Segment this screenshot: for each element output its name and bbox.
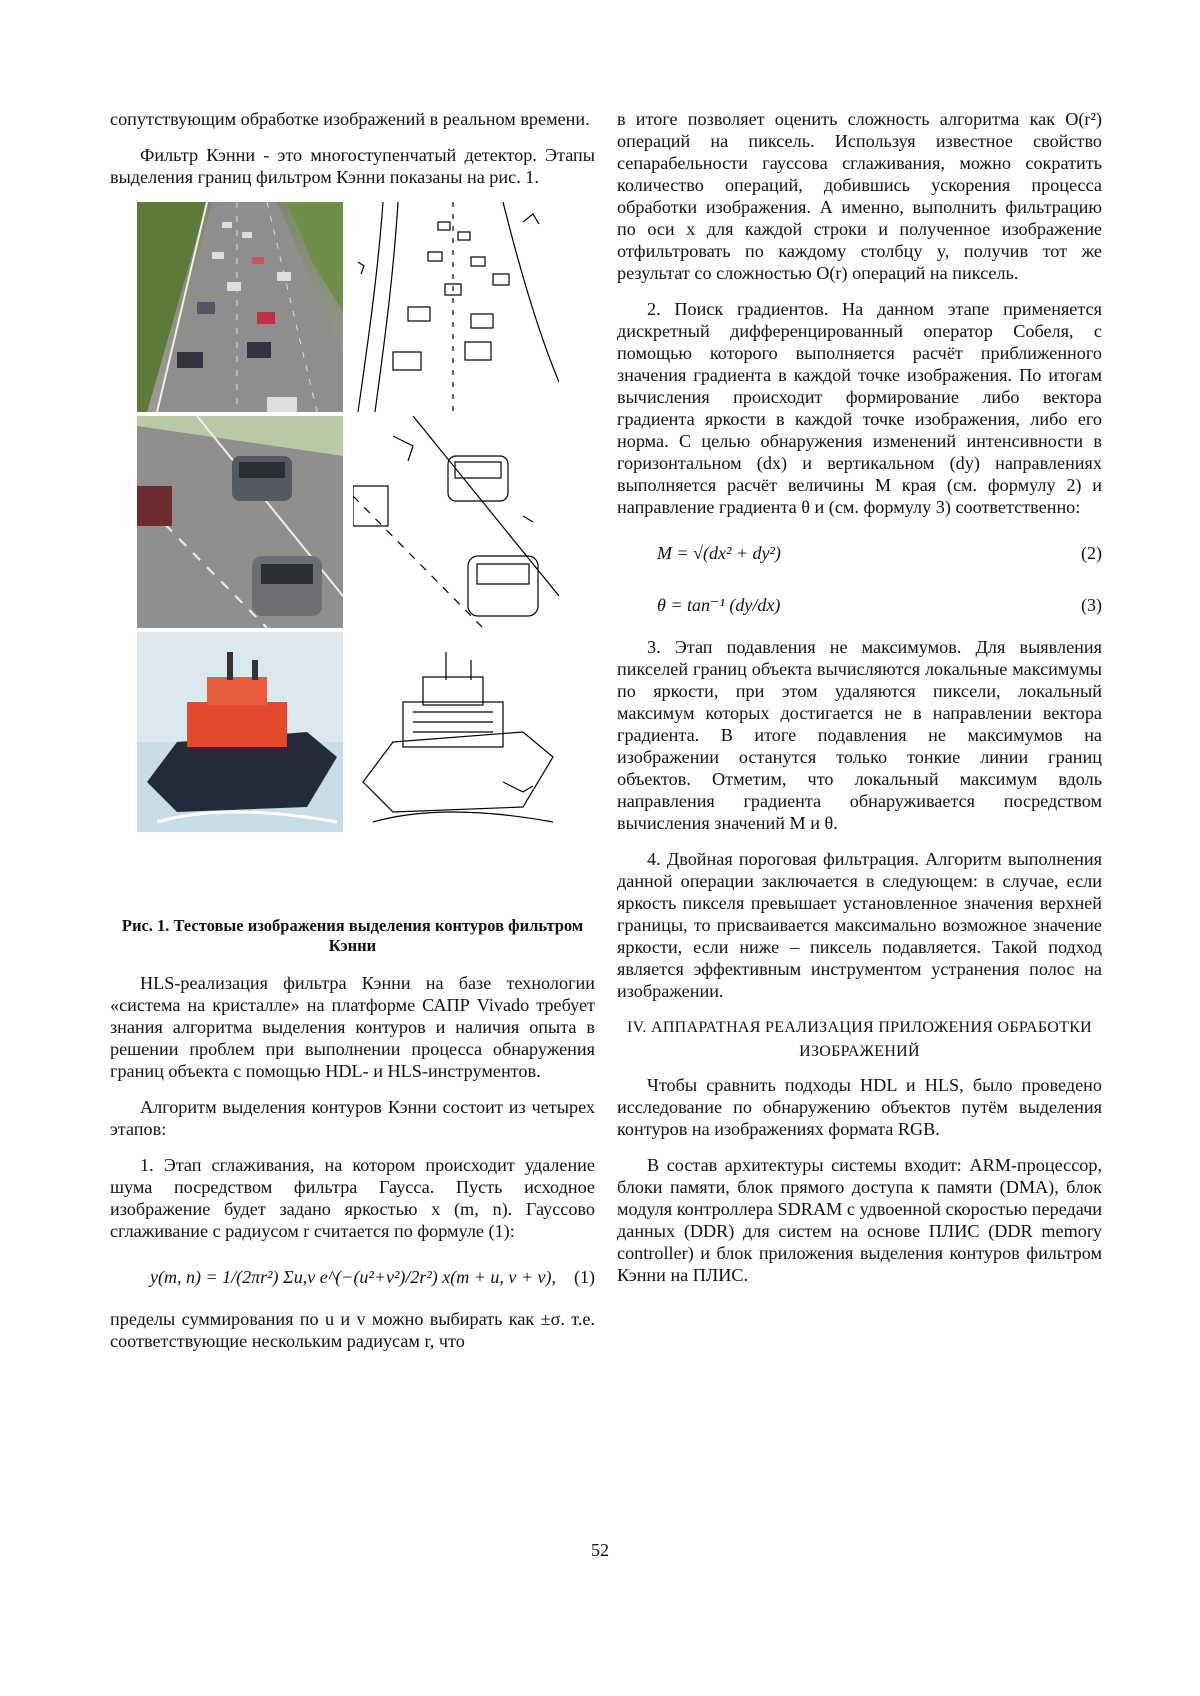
equation-3 (617, 584, 1102, 626)
equation-2-body: M = √(dx² + dy²) (657, 543, 781, 563)
paragraph: Алгоритм выделения контуров Кэнни состоит из четырех этапов: (110, 1097, 595, 1139)
equation-3-body: θ = tan⁻¹ (dy/dx) (657, 595, 781, 615)
paragraph: HLS-реализация фильтра Кэнни на базе технологии «система на кристалле» на платформе САПР Vivado требует знания алгоритма выделения контуров и наличия опыта в решении проблем при выполнении процесса обнаружения границ объекта с помощью HDL- и HLS-инструментов. (110, 973, 595, 1081)
cars-photo (137, 416, 343, 628)
paragraph: Фильтр Кэнни - это многоступенчатый детектор. Этапы выделения границ фильтром Кэнни показаны на рис. 1. (110, 145, 595, 187)
equation-1-body: y(m, n) = 1/(2πr²) Σu,v e^(−(u²+v²)/2r²) x(m + u, v + v), (150, 1267, 557, 1287)
equation-2 (617, 532, 1102, 574)
equation-2-number: (2) (1081, 543, 1102, 563)
paragraph: 2. Поиск градиентов. На данном этапе применяется дискретный дифференцированный оператор Собеля, с помощью которого выполняется расчёт приближенного значения градиента в каждой точке изображения. По итогам вычисления происходит формирование либо вектора градиента яркости в каждой точке изображения, либо его норма. С целью обнаружения изменений интенсивности в горизонтальном (dx) и вертикальном (dy) направлениях выполняется расчёт величины M края (см. формулу 2) и направление градиента θ и (см. формулу 3) соответственно: (617, 299, 1102, 517)
right-column (617, 108, 1102, 1300)
section-heading: IV. АППАРАТНАЯ РЕАЛИЗАЦИЯ ПРИЛОЖЕНИЯ ОБРАБОТКИ ИЗОБРАЖЕНИЙ (626, 1019, 1093, 1060)
paragraph: 3. Этап подавления не максимумов. Для выявления пикселей границ объекта вычисляются локальные максимумы по яркости, при этом удаляются пиксели, локальный максимум которых достигается не в направлении вектора градиента. В итоге подавления не максимумов на изображении останутся только тонкие линии границ объектов. Отметим, что локальный максимум вдоль направления градиента обнаруживается посредством вычисления значений M и θ. (617, 637, 1102, 833)
equation-3-number: (3) (1081, 595, 1102, 615)
equation-1-number: (1) (574, 1267, 595, 1287)
paragraph: пределы суммирования по u и v можно выбирать как ±σ. т.е. соответствующие нескольким радиусам r, что (110, 1309, 595, 1351)
highway-edges (353, 202, 559, 412)
cars-edges (353, 416, 559, 628)
paragraph: Чтобы сравнить подходы HDL и HLS, было проведено исследование по обнаружению объектов путём выделения контуров на изображениях формата RGB. (617, 1075, 1102, 1139)
paragraph: В состав архитектуры системы входит: ARM-процессор, блоки памяти, блок прямого доступа к памяти (DMA), блок модуля контроллера SDRAM с удвоенной скоростью передачи данных (DDR) для систем на основе ПЛИС (DDR memory controller) и блок приложения выделения контуров фильтром Кэнни на ПЛИС. (617, 1155, 1102, 1285)
highway-photo (137, 202, 343, 412)
paragraph: в итоге позволяет оценить сложность алгоритма как O(r²) операций на пиксель. Используя известное свойство сепарабельности гауссова сглаживания, можно сократить количество операций, добившись ускорения процесса обработки изображения. А именно, выполнить фильтрацию по оси x для каждой строки и полученное изображение отфильтровать по каждому столбцу y, получив тот же результат со сложностью O(r) операций на пиксель. (617, 109, 1102, 283)
figure-caption: Рис. 1. Тестовые изображения выделения контуров фильтром Кэнни (121, 916, 584, 955)
equation-1 (110, 1256, 595, 1298)
left-column (110, 108, 595, 1366)
icebreaker-edges (353, 632, 559, 832)
figure-1 (110, 202, 595, 902)
paragraph: 1. Этап сглаживания, на котором происходит удаление шума посредством фильтра Гаусса. Пусть исходное изображение будет задано яркостью x (m, n). Гауссово сглаживание с радиусом r считается по формуле (1): (110, 1155, 595, 1241)
page-number: 52 (591, 1540, 609, 1560)
paragraph: сопутствующим обработке изображений в реальном времени. (110, 109, 590, 129)
paragraph: 4. Двойная пороговая фильтрация. Алгоритм выполнения данной операции заключается в следующем: в случае, если яркость пикселя превышает установленное значения верхней границы, то присваивается максимально возможное значение яркости, если ниже – пиксель подавляется. Такой подход является эффективным инструментом устранения полос на изображении. (617, 849, 1102, 1001)
icebreaker-photo (137, 632, 343, 832)
